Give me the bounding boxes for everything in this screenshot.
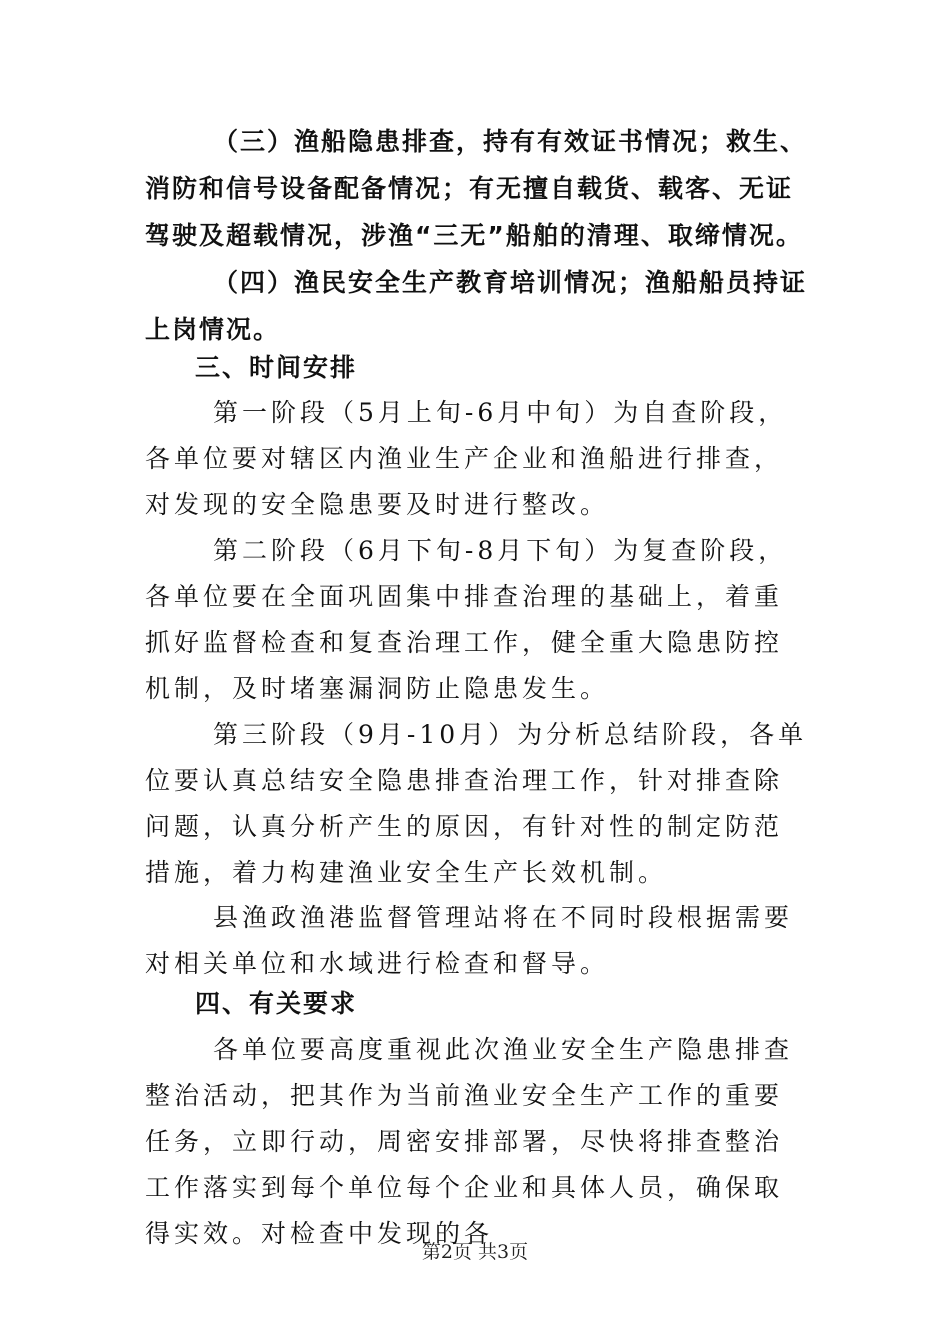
paragraph-requirements: 各单位要高度重视此次渔业安全生产隐患排查整治活动，把其作为当前渔业安全生产工作的重要任务，立即行动，周密安排部署，尽快将排查整治工作落实到每个单位每个企业和具体人员，确保取得实效。对检查中发现的各: [145, 1035, 794, 1248]
paragraph-stage-one: 第一阶段（5月上旬-6月中旬）为自查阶段，各单位要对辖区内渔业生产企业和渔船进行排查，对发现的安全隐患要及时进行整改。: [145, 398, 788, 519]
paragraph-stage-three: 第三阶段（9月-10月）为分析总结阶段，各单位要认真总结安全隐患排查治理工作，针对排查除问题，认真分析产生的原因，有针对性的制定防范措施，着力构建渔业安全生产长效机制。: [145, 720, 808, 887]
paragraph-fishermen-training: （四）渔民安全生产教育培训情况；渔船船员持证上岗情况。: [145, 268, 808, 344]
page-number-footer: 第2页 共3页: [421, 1241, 529, 1263]
heading-requirements: 四、有关要求: [195, 989, 358, 1018]
paragraph-supervision: 县渔政渔港监督管理站将在不同时段根据需要对相关单位和水域进行检查和督导。: [145, 903, 794, 978]
paragraph-fishing-vessel-inspection: （三）渔船隐患排查，持有有效证书情况；救生、消防和信号设备配备情况；有无擅自载货、载客、无证驾驶及超载情况，涉渔“三无”船舶的清理、取缔情况。: [145, 127, 808, 250]
paragraph-stage-two: 第二阶段（6月下旬-8月下旬）为复查阶段，各单位要在全面巩固集中排查治理的基础上，着重抓好监督检查和复查治理工作，健全重大隐患防控机制，及时堵塞漏洞防止隐患发生。: [145, 536, 788, 703]
heading-time-schedule: 三、时间安排: [195, 353, 358, 382]
